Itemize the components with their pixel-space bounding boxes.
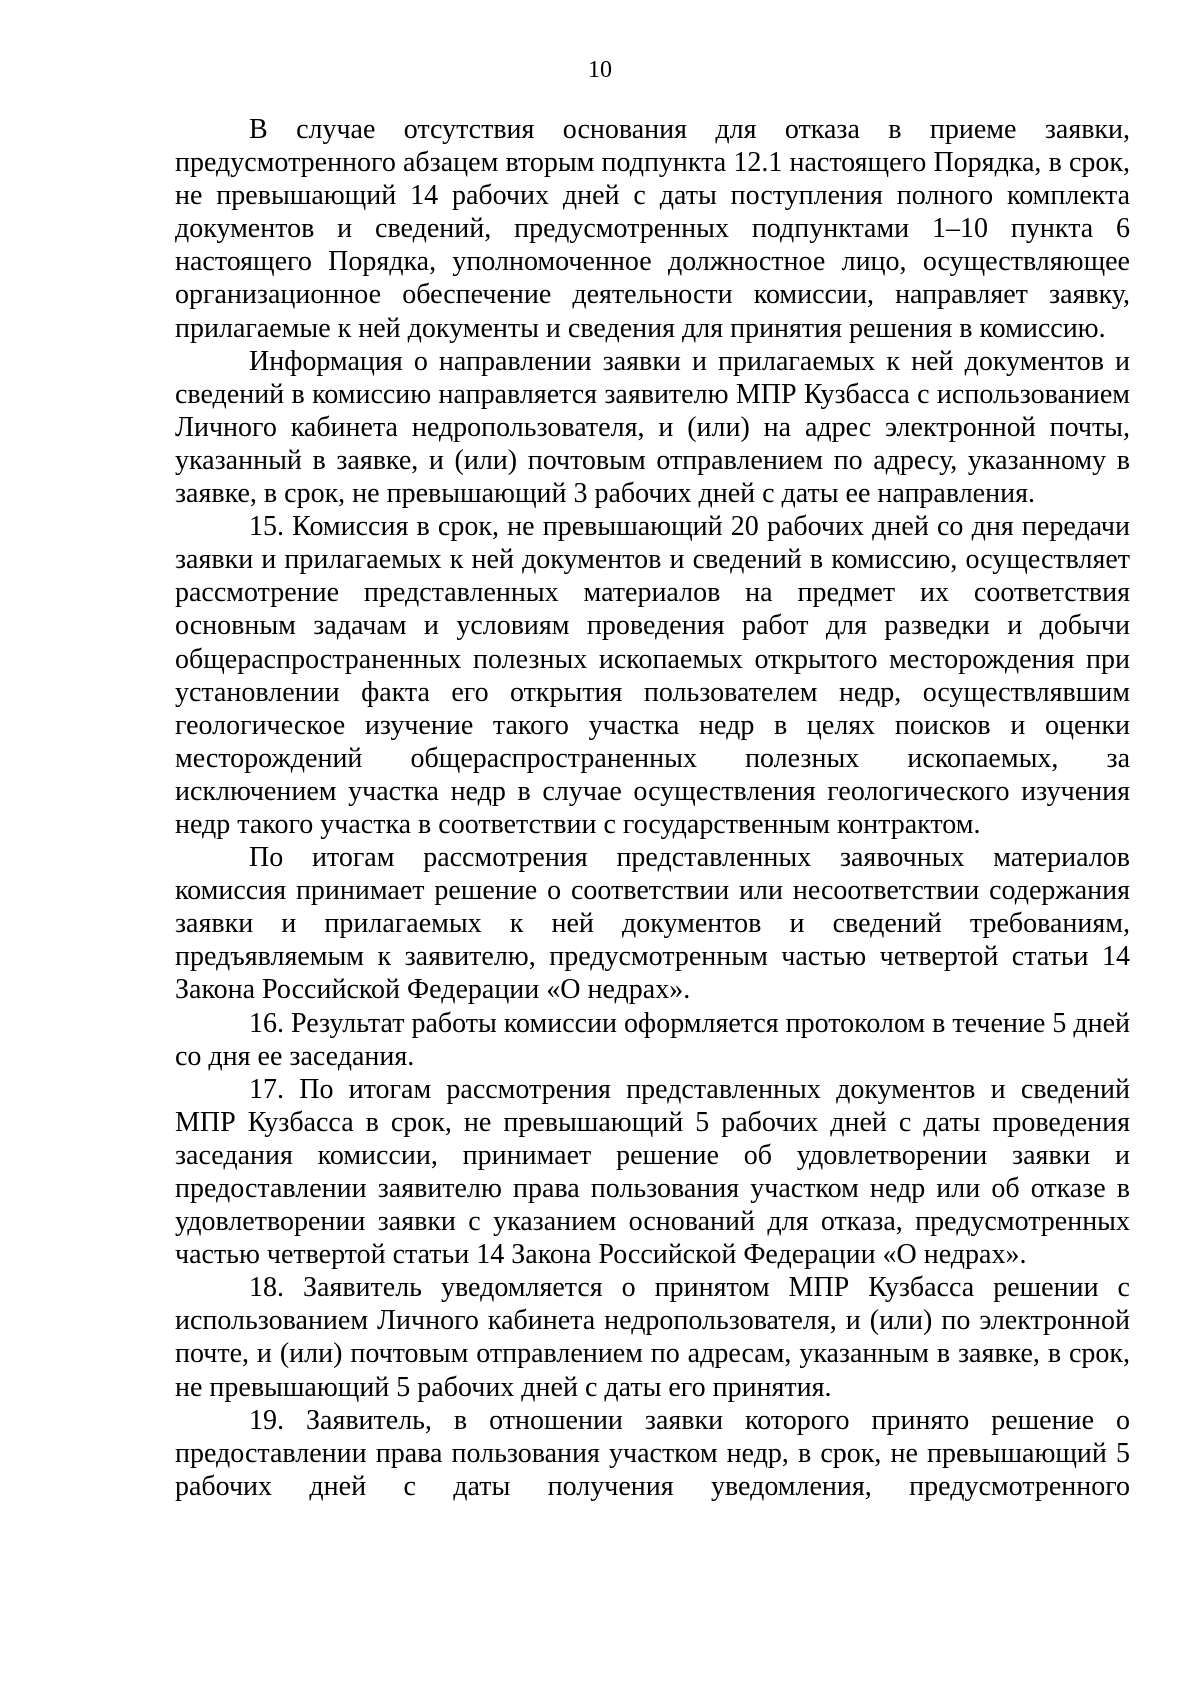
paragraph: 16. Результат работы комиссии оформляется протоколом в течение 5 дней со дня ее заседания. [175,1007,1130,1072]
paragraph: 17. По итогам рассмотрения представленных документов и сведений МПР Кузбасса в срок, не превышающий 5 рабочих дней с даты проведения заседания комиссии, принимает решение об удовлетворении заявки и предоставлении заявителю права пользования участком недр или об отказе в удовлетворении заявки с указанием оснований для отказа, предусмотренных частью четвертой статьи 14 Закона Российской Федерации «О недрах». [175,1073,1130,1271]
paragraph: По итогам рассмотрения представленных заявочных материалов комиссия принимает решение о соответствии или несоответствии содержания заявки и прилагаемых к ней документов и сведений требованиям, предъявляемым к заявителю, предусмотренным частью четвертой статьи 14 Закона Российской Федерации «О недрах». [175,842,1130,1006]
paragraph: В случае отсутствия основания для отказа в приеме заявки, предусмотренного абзацем вторым подпункта 12.1 настоящего Порядка, в срок, не превышающий 14 рабочих дней с даты поступления полного комплекта документов и сведений, предусмотренных подпунктами 1–10 пункта 6 настоящего Порядка, уполномоченное должностное лицо, осуществляющее организационное обеспечение деятельности комиссии, направляет заявку, прилагаемые к ней документы и сведения для принятия решения в комиссию. [175,114,1130,344]
paragraph: 19. Заявитель, в отношении заявки которого принято решение о предоставлении права пользования участком недр, в срок, не превышающий 5 рабочих дней с даты получения уведомления, предусмотренного [175,1404,1130,1502]
paragraph: 15. Комиссия в срок, не превышающий 20 рабочих дней со дня передачи заявки и прилагаемых к ней документов и сведений в комиссию, осуществляет рассмотрение представленных материалов на предмет их соответствия основным задачам и условиям проведения работ для разведки и добычи общераспространенных полезных ископаемых открытого месторождения при установлении факта его открытия пользователем недр, осуществлявшим геологическое изучение такого участка недр в целях поисков и оценки месторождений общераспространенных полезных ископаемых, за исключением участка недр в случае осуществления геологического изучения недр такого участка в соответствии с государственным контрактом. [175,511,1130,840]
paragraph: 18. Заявитель уведомляется о принятом МПР Кузбасса решении с использованием Личного кабинета недропользователя, и (или) по электронной почте, и (или) почтовым отправлением по адресам, указанным в заявке, в срок, не превышающий 5 рабочих дней с даты его принятия. [175,1272,1130,1403]
paragraph: Информация о направлении заявки и прилагаемых к ней документов и сведений в комиссию направляется заявителю МПР Кузбасса с использованием Личного кабинета недропользователя, и (или) на адрес электронной почты, указанный в заявке, и (или) почтовым отправлением по адресу, указанному в заявке, в срок, не превышающий 3 рабочих дней с даты ее направления. [175,345,1130,510]
document-body [175,113,1130,1503]
page-number: 10 [588,57,612,83]
